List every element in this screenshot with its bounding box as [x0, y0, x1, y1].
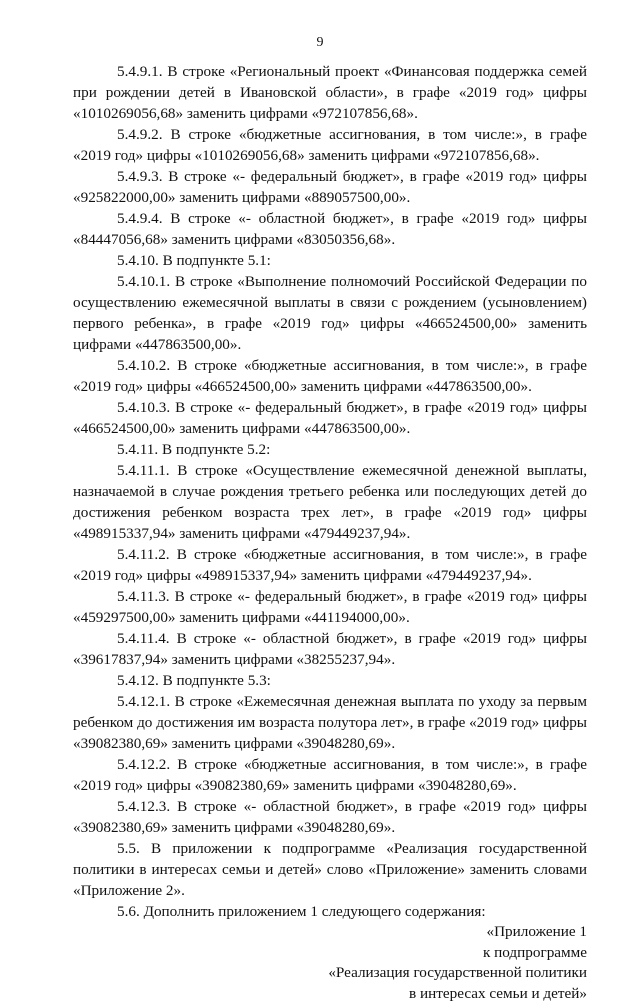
appendix-header-line: «Реализация государственной политики	[73, 963, 587, 984]
appendix-header-line: «Приложение 1	[73, 922, 587, 943]
paragraph: 5.4.11.1. В строке «Осуществление ежемесячной денежной выплаты, назначаемой в случае рождения третьего ребенка или последующих детей до достижения ребенком возраста трех лет», в графе «2019 год» цифры «498915337,94» заменить цифрами «479449237,94».	[73, 460, 587, 544]
paragraph: 5.4.12.3. В строке «- областной бюджет», в графе «2019 год» цифры «39082380,69» заменить цифрами «39048280,69».	[73, 796, 587, 838]
paragraph: 5.6. Дополнить приложением 1 следующего содержания:	[73, 901, 587, 922]
paragraph: 5.4.11. В подпункте 5.2:	[73, 439, 587, 460]
paragraph: 5.4.10.2. В строке «бюджетные ассигнования, в том числе:», в графе «2019 год» цифры «466524500,00» заменить цифрами «447863500,00».	[73, 355, 587, 397]
paragraph: 5.4.11.2. В строке «бюджетные ассигнования, в том числе:», в графе «2019 год» цифры «498915337,94» заменить цифрами «479449237,94».	[73, 544, 587, 586]
paragraph: 5.4.12.2. В строке «бюджетные ассигнования, в том числе:», в графе «2019 год» цифры «39082380,69» заменить цифрами «39048280,69».	[73, 754, 587, 796]
paragraph: 5.4.11.4. В строке «- областной бюджет», в графе «2019 год» цифры «39617837,94» заменить цифрами «38255237,94».	[73, 628, 587, 670]
paragraph: 5.4.10.3. В строке «- федеральный бюджет», в графе «2019 год» цифры «466524500,00» заменить цифрами «447863500,00».	[73, 397, 587, 439]
paragraph: 5.4.10.1. В строке «Выполнение полномочий Российской Федерации по осуществлению ежемесячной выплаты в связи с рождением (усыновлением) первого ребенка», в графе «2019 год» цифры «466524500,00» заменить цифрами «447863500,00».	[73, 271, 587, 355]
paragraph: 5.4.12. В подпункте 5.3:	[73, 670, 587, 691]
paragraph: 5.4.9.4. В строке «- областной бюджет», в графе «2019 год» цифры «84447056,68» заменить цифрами «83050356,68».	[73, 208, 587, 250]
paragraph: 5.4.9.1. В строке «Региональный проект «Финансовая поддержка семей при рождении детей в Ивановской области», в графе «2019 год» цифры «1010269056,68» заменить цифрами «972107856,68».	[73, 61, 587, 124]
paragraph: 5.5. В приложении к подпрограмме «Реализация государственной политики в интересах семьи и детей» слово «Приложение» заменить словами «Приложение 2».	[73, 838, 587, 901]
appendix-header-line: к подпрограмме	[73, 943, 587, 964]
page-number: 9	[0, 35, 640, 51]
paragraph: 5.4.9.2. В строке «бюджетные ассигнования, в том числе:», в графе «2019 год» цифры «1010269056,68» заменить цифрами «972107856,68».	[73, 124, 587, 166]
document-body	[73, 61, 587, 1004]
paragraph: 5.4.11.3. В строке «- федеральный бюджет», в графе «2019 год» цифры «459297500,00» заменить цифрами «441194000,00».	[73, 586, 587, 628]
appendix-header	[73, 922, 587, 1004]
appendix-header-line: в интересах семьи и детей»	[73, 984, 587, 1004]
paragraph: 5.4.12.1. В строке «Ежемесячная денежная выплата по уходу за первым ребенком до достижения им возраста полутора лет», в графе «2019 год» цифры «39082380,69» заменить цифрами «39048280,69».	[73, 691, 587, 754]
paragraph: 5.4.9.3. В строке «- федеральный бюджет», в графе «2019 год» цифры «925822000,00» заменить цифрами «889057500,00».	[73, 166, 587, 208]
paragraph: 5.4.10. В подпункте 5.1:	[73, 250, 587, 271]
